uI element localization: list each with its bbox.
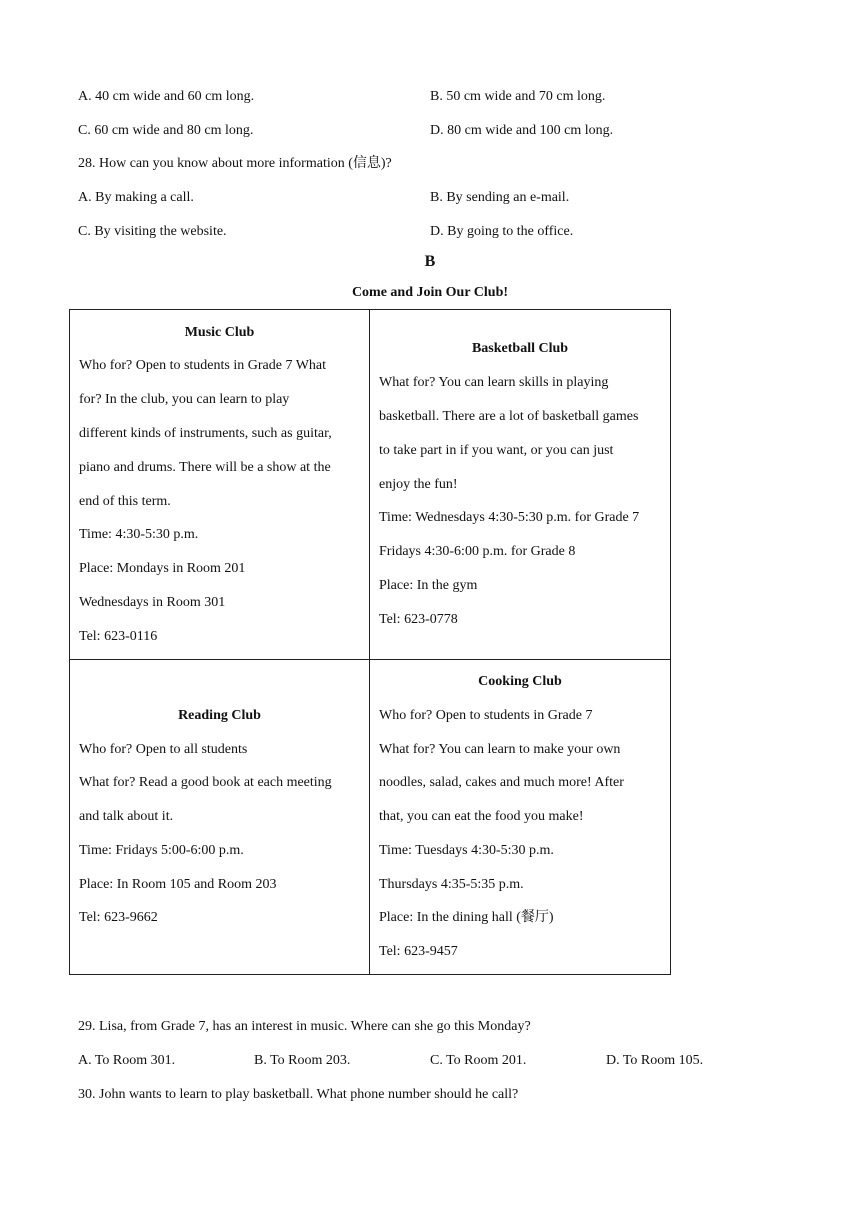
basketball-club-time: Fridays 4:30-6:00 p.m. for Grade 8 bbox=[379, 544, 576, 560]
music-club-cell bbox=[70, 310, 370, 660]
music-club-tel: Tel: 623-0116 bbox=[79, 628, 158, 644]
q29-option-d: D. To Room 105. bbox=[606, 1053, 704, 1068]
reading-club-line: Who for? Open to all students bbox=[79, 741, 248, 757]
music-club-line: for? In the club, you can learn to play bbox=[79, 392, 290, 408]
q28-option-a: A. By making a call. bbox=[78, 190, 194, 205]
reading-club-place: Place: In Room 105 and Room 203 bbox=[79, 876, 277, 892]
section-letter: B bbox=[424, 253, 436, 270]
music-club-time: Time: 4:30-5:30 p.m. bbox=[79, 527, 199, 543]
music-club-line: end of this term. bbox=[79, 493, 171, 509]
basketball-club-tel: Tel: 623-0778 bbox=[379, 611, 458, 627]
q28-option-c: C. By visiting the website. bbox=[78, 224, 227, 239]
cooking-club-line: What for? You can learn to make your own bbox=[379, 741, 621, 757]
basketball-club-line: What for? You can learn skills in playing bbox=[379, 375, 609, 391]
clubs-row-2 bbox=[70, 660, 671, 975]
basketball-club-line: enjoy the fun! bbox=[379, 476, 458, 492]
q27-option-d: D. 80 cm wide and 100 cm long. bbox=[430, 123, 614, 138]
q29-option-c: C. To Room 201. bbox=[430, 1053, 527, 1068]
reading-club-title: Reading Club bbox=[178, 707, 261, 723]
music-club-line: Who for? Open to students in Grade 7 What bbox=[79, 358, 327, 374]
reading-club-line: and talk about it. bbox=[79, 809, 174, 825]
q29-option-b: B. To Room 203. bbox=[254, 1053, 351, 1068]
cooking-club-time: Time: Tuesdays 4:30-5:30 p.m. bbox=[379, 842, 554, 858]
clubs-table bbox=[69, 309, 671, 975]
cooking-club-time: Thursdays 4:35-5:35 p.m. bbox=[379, 876, 524, 892]
cooking-club-title: Cooking Club bbox=[478, 673, 562, 689]
music-club-place: Wednesdays in Room 301 bbox=[79, 594, 226, 610]
music-club-place: Place: Mondays in Room 201 bbox=[79, 561, 246, 577]
basketball-club-place: Place: In the gym bbox=[379, 577, 478, 593]
basketball-club-line: to take part in if you want, or you can just bbox=[379, 442, 614, 458]
basketball-club-line: basketball. There are a lot of basketball games bbox=[379, 409, 639, 424]
q30-question: 30. John wants to learn to play basketball. What phone number should he call? bbox=[78, 1087, 519, 1102]
q27-option-a: A. 40 cm wide and 60 cm long. bbox=[78, 89, 255, 104]
cooking-club-tel: Tel: 623-9457 bbox=[379, 944, 458, 960]
basketball-club-time: Time: Wednesdays 4:30-5:30 p.m. for Grade 7 bbox=[379, 510, 640, 526]
q28-option-b: B. By sending an e-mail. bbox=[430, 190, 570, 205]
q29-question: 29. Lisa, from Grade 7, has an interest in music. Where can she go this Monday? bbox=[78, 1019, 531, 1034]
reading-club-time: Time: Fridays 5:00-6:00 p.m. bbox=[79, 842, 244, 858]
cooking-club-line: that, you can eat the food you make! bbox=[379, 809, 584, 825]
cooking-club-line: noodles, salad, cakes and much more! After bbox=[379, 775, 624, 791]
q27-option-c: C. 60 cm wide and 80 cm long. bbox=[78, 123, 254, 138]
q29-option-a: A. To Room 301. bbox=[78, 1053, 176, 1068]
clubs-row-1 bbox=[70, 310, 671, 660]
basketball-club-title: Basketball Club bbox=[471, 341, 569, 357]
reading-club-line: What for? Read a good book at each meeting bbox=[79, 775, 332, 791]
reading-club-tel: Tel: 623-9662 bbox=[79, 910, 158, 926]
music-club-line: piano and drums. There will be a show at the bbox=[79, 459, 331, 475]
q28-option-d: D. By going to the office. bbox=[430, 224, 574, 239]
cooking-club-cell bbox=[370, 660, 671, 975]
reading-club-cell bbox=[70, 660, 370, 975]
cooking-club-line: Who for? Open to students in Grade 7 bbox=[379, 707, 593, 723]
music-club-title: Music Club bbox=[184, 324, 255, 340]
q27-option-b: B. 50 cm wide and 70 cm long. bbox=[430, 89, 606, 104]
q28-question: 28. How can you know about more information (信息)? bbox=[78, 156, 392, 171]
music-club-line: different kinds of instruments, such as guitar, bbox=[79, 425, 332, 441]
section-title: Come and Join Our Club! bbox=[351, 285, 509, 300]
cooking-club-place: Place: In the dining hall (餐厅) bbox=[379, 910, 554, 926]
basketball-club-cell bbox=[370, 310, 671, 660]
